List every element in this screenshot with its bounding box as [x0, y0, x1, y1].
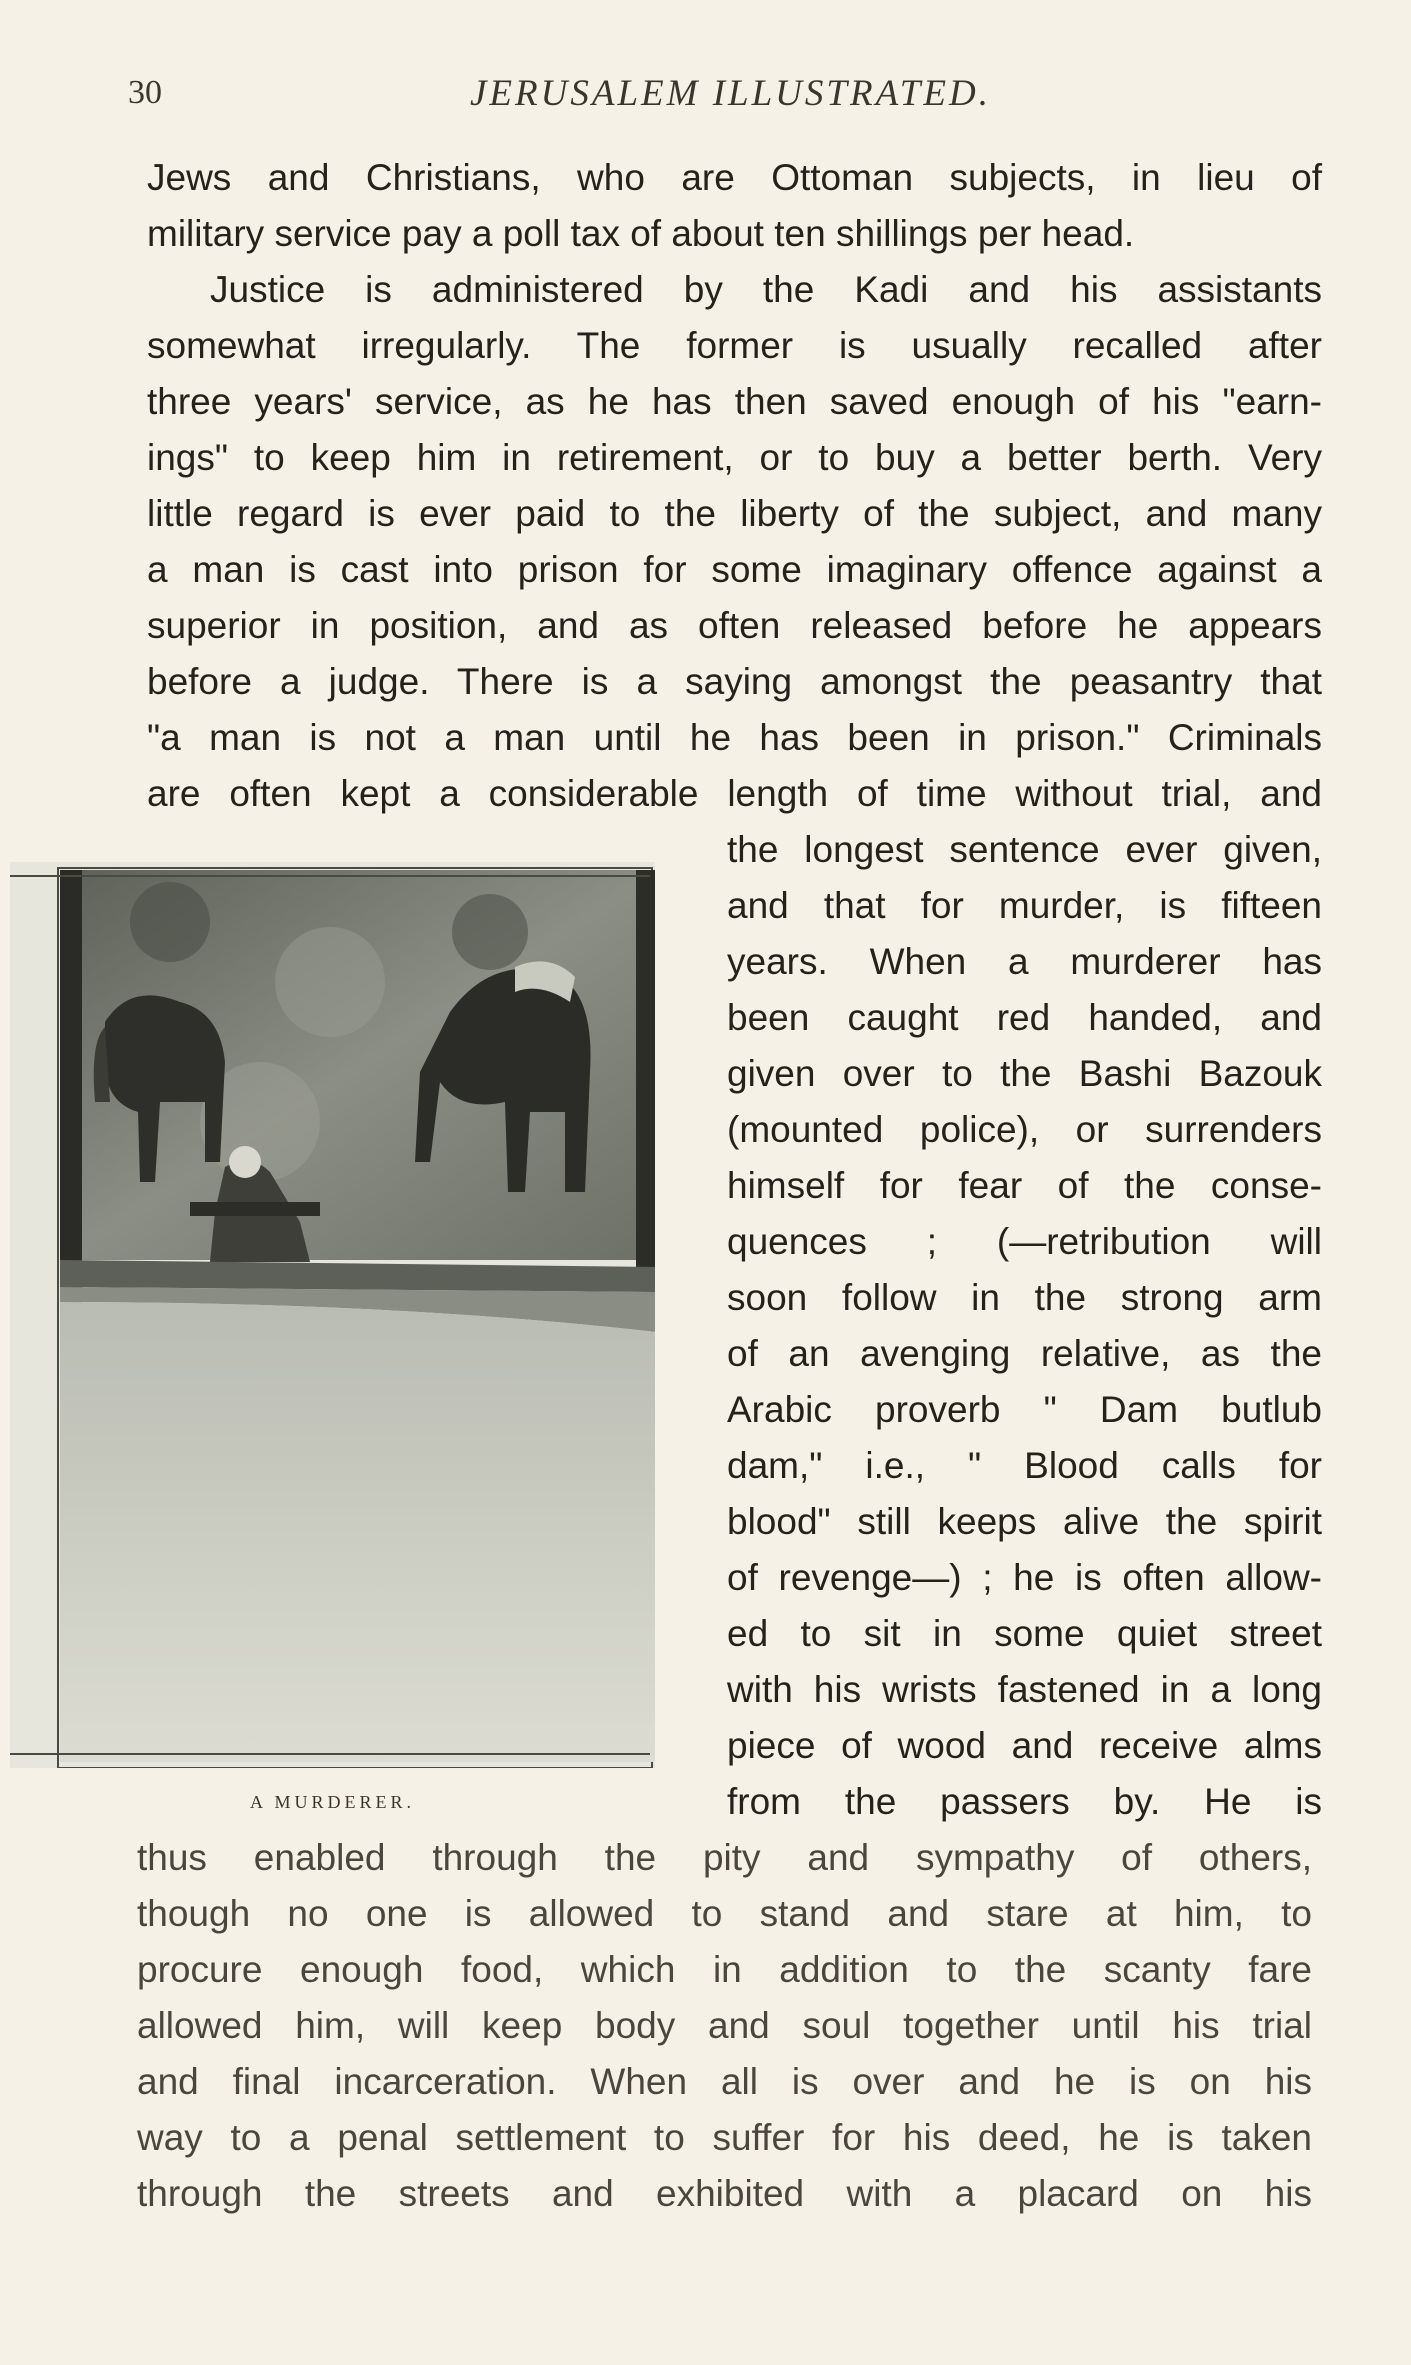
- body-line: ings" to keep him in retirement, or to buy a better berth. Very: [147, 437, 1322, 478]
- body-line: procure enough food, which in addition to the scanty fare: [137, 1949, 1312, 1990]
- body-line: a man is cast into prison for some imaginary offence against a: [147, 549, 1322, 590]
- body-line: "a man is not a man until he has been in prison." Criminals: [147, 717, 1322, 758]
- body-line: ed to sit in some quiet street: [727, 1613, 1322, 1654]
- body-line: somewhat irregularly. The former is usually recalled after: [147, 325, 1322, 366]
- body-line: and final incarceration. When all is over and he is on his: [137, 2061, 1312, 2102]
- body-line: through the streets and exhibited with a placard on his: [137, 2173, 1312, 2214]
- body-line: blood" still keeps alive the spirit: [727, 1501, 1322, 1542]
- body-line: little regard is ever paid to the liberty of the subject, and many: [147, 493, 1322, 534]
- body-line: Justice is administered by the Kadi and his assistants: [210, 269, 1322, 310]
- body-line: are often kept a considerable length of time without trial, and: [147, 773, 1322, 814]
- page-number: 30: [128, 74, 162, 111]
- body-line: three years' service, as he has then saved enough of his "earn-: [147, 381, 1322, 422]
- body-line: Jews and Christians, who are Ottoman subjects, in lieu of: [147, 157, 1322, 198]
- illustration-murderer-photo: [10, 862, 655, 1768]
- body-line: been caught red handed, and: [727, 997, 1322, 1038]
- body-line: military service pay a poll tax of about ten shillings per head.: [147, 213, 1135, 254]
- body-line: though no one is allowed to stand and stare at him, to: [137, 1893, 1312, 1934]
- body-line: allowed him, will keep body and soul together until his trial: [137, 2005, 1312, 2046]
- body-line: quences ; (—retribution will: [727, 1221, 1322, 1262]
- body-line: of an avenging relative, as the: [727, 1333, 1322, 1374]
- body-line: of revenge—) ; he is often allow-: [727, 1557, 1322, 1598]
- body-line: Arabic proverb " Dam butlub: [727, 1389, 1322, 1430]
- body-line: himself for fear of the conse-: [727, 1165, 1322, 1206]
- body-line: years. When a murderer has: [727, 941, 1322, 982]
- body-line: and that for murder, is fifteen: [727, 885, 1322, 926]
- body-line: with his wrists fastened in a long: [727, 1669, 1322, 1710]
- body-line: thus enabled through the pity and sympathy of others,: [137, 1837, 1312, 1878]
- figure-caption: A MURDERER.: [249, 1792, 416, 1812]
- body-line: the longest sentence ever given,: [727, 829, 1322, 870]
- body-line: given over to the Bashi Bazouk: [727, 1053, 1322, 1094]
- body-line: dam," i.e., " Blood calls for: [727, 1445, 1322, 1486]
- body-line: piece of wood and receive alms: [727, 1725, 1322, 1766]
- body-line: before a judge. There is a saying amongst the peasantry that: [147, 661, 1322, 702]
- body-line: soon follow in the strong arm: [727, 1277, 1322, 1318]
- body-line: (mounted police), or surrenders: [727, 1109, 1322, 1150]
- body-line: superior in position, and as often released before he appears: [147, 605, 1322, 646]
- running-header: [0, 70, 1411, 120]
- running-title: JERUSALEM ILLUSTRATED.: [470, 73, 991, 114]
- photo-image: [10, 862, 655, 1768]
- body-line: way to a penal settlement to suffer for his deed, he is taken: [137, 2117, 1312, 2158]
- body-line: from the passers by. He is: [727, 1781, 1322, 1822]
